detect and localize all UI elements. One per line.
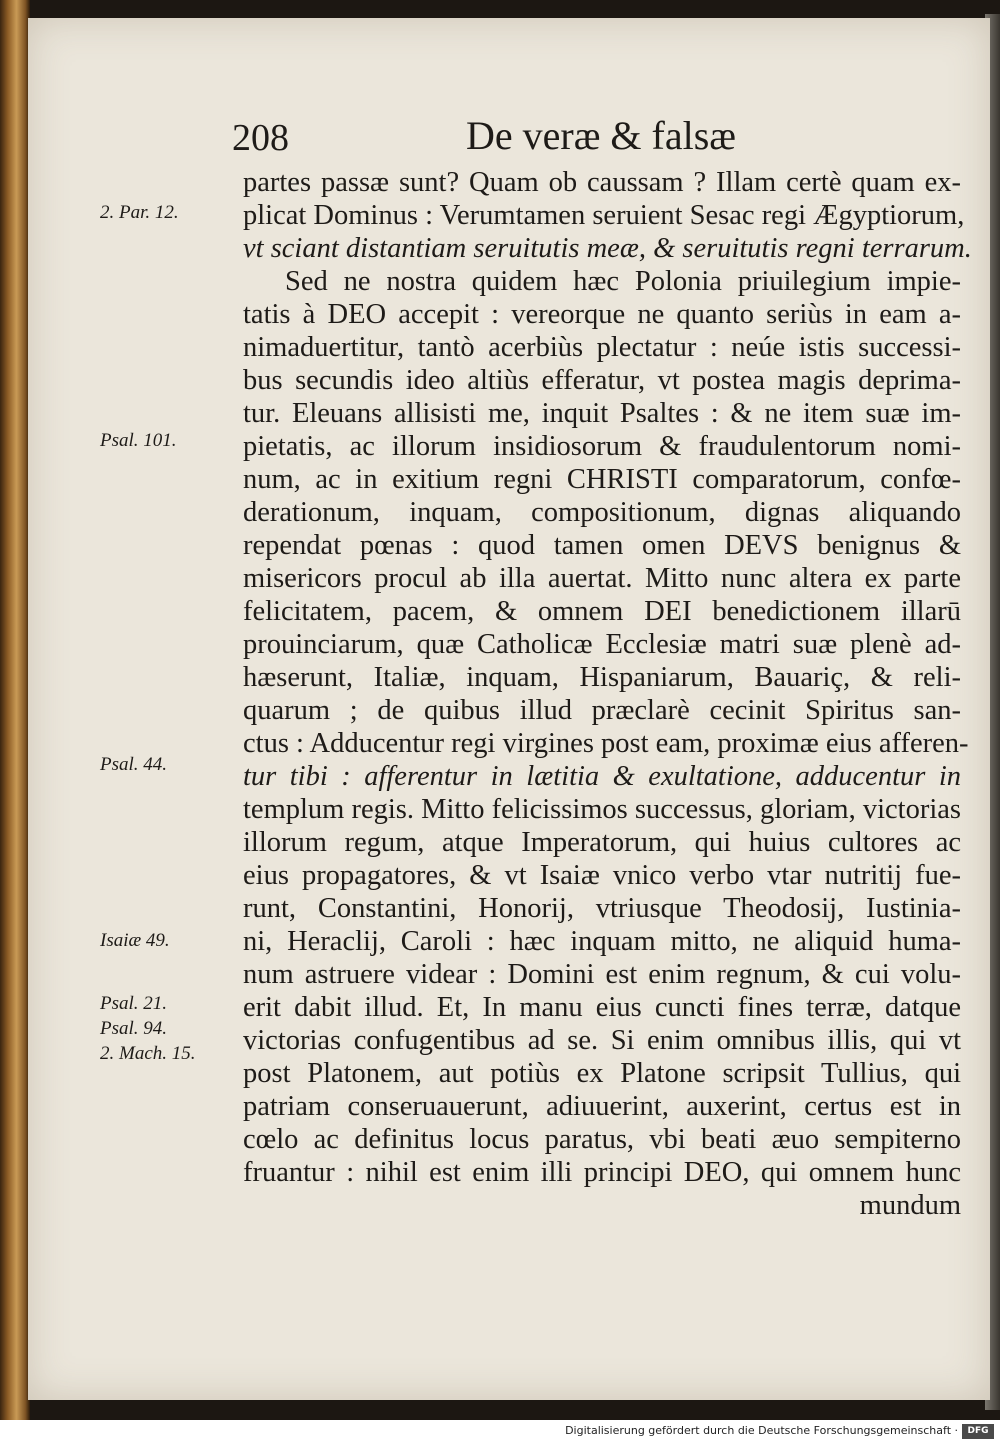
catchword: mundum <box>859 1190 961 1221</box>
body-text <box>243 166 972 1222</box>
text-line: illorum regum, atque Imperatorum, qui huius cultores ac <box>243 827 961 858</box>
text-line: fruantur : nihil est enim illi principi DEO, qui omnem hunc <box>243 1157 961 1188</box>
margin-note: 2. Par. 12. <box>100 202 179 223</box>
text-line: num astruere videar : Domini est enim regnum, & cui volu- <box>243 959 961 990</box>
margin-note: Isaiæ 49. <box>100 930 170 951</box>
text-line: prouinciarum, quæ Catholicæ Ecclesiæ matri suæ plenè ad- <box>243 629 961 660</box>
margin-note: Psal. 94. <box>100 1018 168 1039</box>
text-line: ctus : Adducentur regi virgines post eam, proximæ eius afferen- <box>243 728 969 759</box>
text-line: victorias confugentibus ad se. Si enim omnibus illis, qui vt <box>243 1025 961 1056</box>
margin-note: Psal. 21. <box>100 993 168 1014</box>
text-line: hæserunt, Italiæ, inquam, Hispaniarum, Bauariç, & reli- <box>243 662 961 693</box>
text-line: tatis à DEO accepit : vereorque ne quanto seriùs in eam a- <box>243 299 961 330</box>
dfg-logo: DFG <box>962 1424 994 1439</box>
text-line: tur tibi : afferentur in lætitia & exultatione, adducentur in <box>243 761 961 792</box>
text-line: partes passæ sunt? Quam ob caussam ? Illam certè quam ex- <box>243 167 961 198</box>
text-line: quarum ; de quibus illud præclarè cecinit Spiritus san- <box>243 695 961 726</box>
text-line: derationum, inquam, compositionum, dignas aliquando <box>243 497 961 528</box>
text-line: runt, Constantini, Honorij, vtriusque Theodosij, Iustinia- <box>243 893 961 924</box>
text-line: vt sciant distantiam seruitutis meæ, & seruitutis regni terrarum. <box>243 233 972 264</box>
footer-credit: Digitalisierung gefördert durch die Deutsche Forschungsgemeinschaft · <box>565 1424 958 1437</box>
digitization-footer <box>0 1420 1000 1443</box>
book-edge <box>0 0 30 1420</box>
text-line: misericors procul ab illa auertat. Mitto nunc altera ex parte <box>243 563 961 594</box>
text-line: rependat pœnas : quod tamen omen DEVS benignus & <box>243 530 961 561</box>
margin-note: Psal. 44. <box>100 754 168 775</box>
text-line: eius propagatores, & vt Isaiæ vnico verbo vtar nutritij fue- <box>243 860 961 891</box>
page-header <box>232 108 952 158</box>
text-line: ni, Heraclij, Caroli : hæc inquam mitto, ne aliquid huma- <box>243 926 961 957</box>
text-line: tur. Eleuans allisisti me, inquit Psaltes : & ne item suæ im- <box>243 398 961 429</box>
text-line: nimaduertitur, tantò acerbiùs plectatur : neúe istis successi- <box>243 332 961 363</box>
margin-note: 2. Mach. 15. <box>100 1043 196 1064</box>
text-line: felicitatem, pacem, & omnem DEI benedictionem illarū <box>243 596 961 627</box>
text-line: bus secundis ideo altiùs efferatur, vt postea magis deprima- <box>243 365 961 396</box>
text-line: erit dabit illud. Et, In manu eius cuncti fines terræ, datque <box>243 992 961 1023</box>
margin-note: Psal. 101. <box>100 430 177 451</box>
text-line: num, ac in exitium regni CHRISTI comparatorum, confœ- <box>243 464 961 495</box>
text-line: Sed ne nostra quidem hæc Polonia priuilegium impie- <box>285 266 961 297</box>
text-line: patriam conseruauerunt, adiuuerint, auxerint, certus est in <box>243 1091 961 1122</box>
text-line: cœlo ac definitus locus paratus, vbi beati æuo sempiterno <box>243 1124 961 1155</box>
page-number: 208 <box>232 117 289 159</box>
text-line: plicat Dominus : Verumtamen seruient Sesac regi Ægyptiorum, <box>243 200 965 231</box>
text-line: templum regis. Mitto felicissimos successus, gloriam, victorias <box>243 794 961 825</box>
running-title: De veræ & falsæ <box>466 113 736 158</box>
text-line: pietatis, ac illorum insidiosorum & fraudulentorum nomi- <box>243 431 961 462</box>
text-line: post Platonem, aut potiùs ex Platone scripsit Tullius, qui <box>243 1058 961 1089</box>
